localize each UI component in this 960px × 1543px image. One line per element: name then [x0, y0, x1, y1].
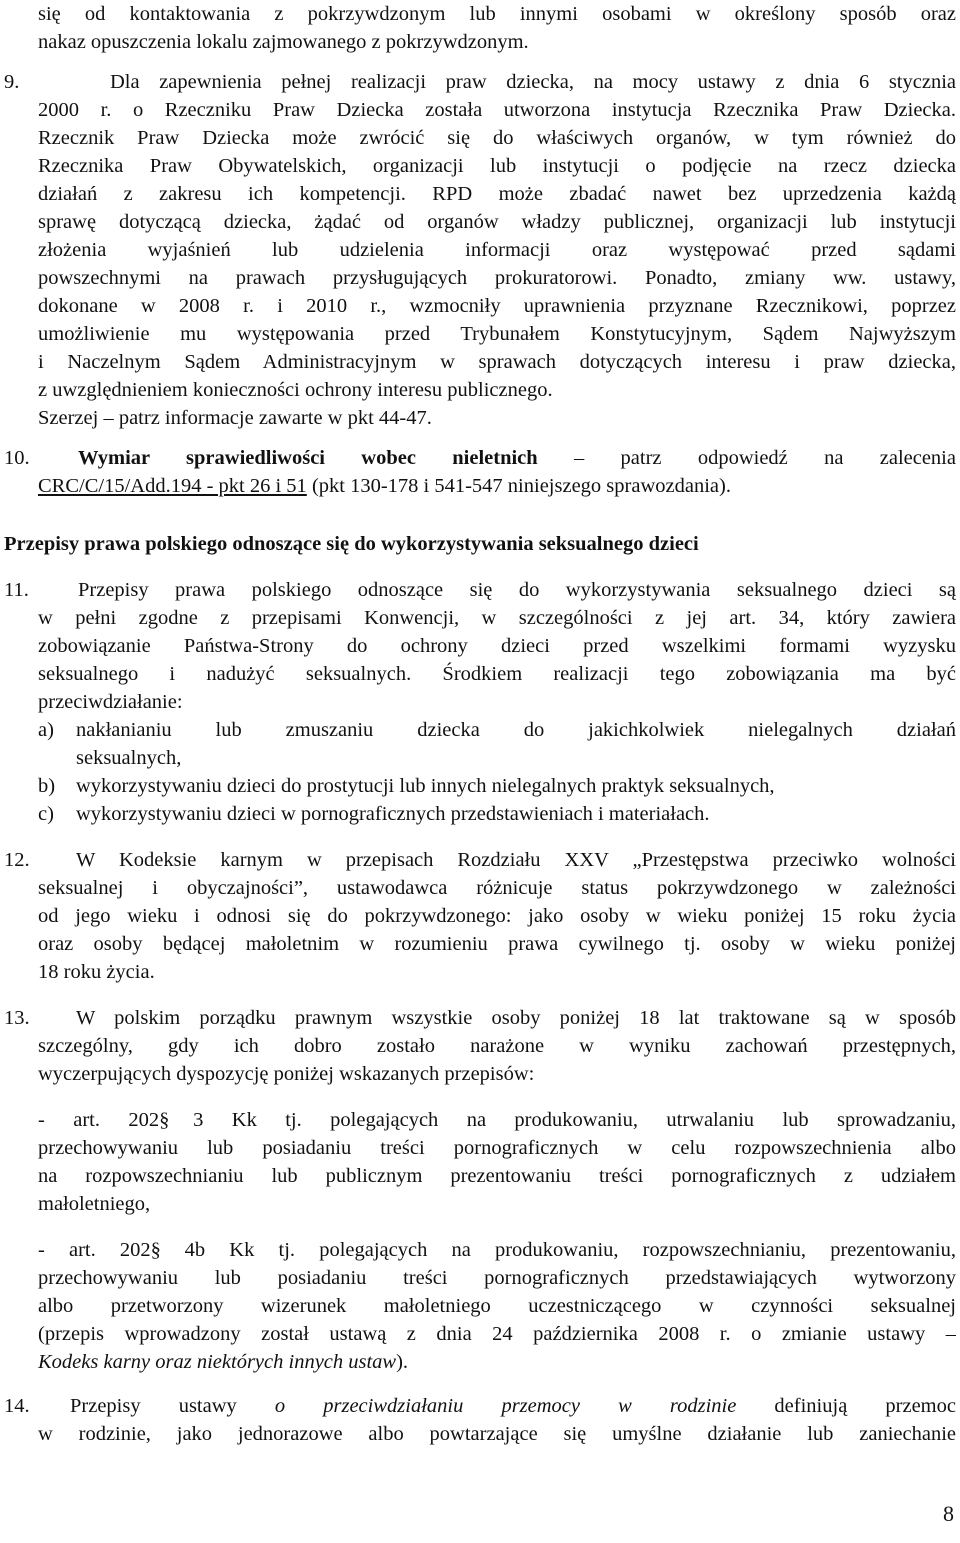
p13-art1-line-2: przechowywaniu lub posiadaniu treści pornograficznych w celu rozpowszechnienia albo — [38, 1137, 956, 1159]
p10-rest: – patrz odpowiedź na zalecenia — [537, 447, 956, 469]
p13-art1-prefix: - art. 202 — [38, 1109, 160, 1131]
p12-line-4: oraz osoby będącej małoletnim w rozumieniu prawa cywilnego tj. osoby w wieku poniżej — [38, 933, 956, 955]
p11-item-a-line-2: seksualnych, — [76, 747, 182, 769]
p13-art2-par: 4b Kk tj. — [184, 1239, 296, 1261]
p13-art1-line-4: małoletniego, — [38, 1193, 151, 1215]
p13-number: 13. — [4, 1007, 30, 1029]
p14-number: 14. — [4, 1395, 30, 1417]
p9-line-9: dokonane w 2008 r. i 2010 r., wzmocniły uprawnienia przyznane Rzecznikowi, poprzez — [38, 295, 956, 317]
p10-number: 10. — [4, 447, 30, 469]
p11-item-b-line-1: wykorzystywaniu dzieci do prostytucji lub innych nielegalnych praktyk seksualnych, — [76, 775, 775, 797]
p12-line-5: 18 roku życia. — [38, 961, 155, 983]
p9-line-4: Rzecznika Praw Obywatelskich, organizacji lub instytucji o podjęcie na rzecz dziecka — [38, 155, 956, 177]
p12-line-3: od jego wieku i odnosi się do pokrzywdzonego: jako osoby w wieku poniżej 15 roku życia — [38, 905, 956, 927]
p9-line-8: powszechnymi na prawach przysługujących prokuratorowi. Ponadto, zmiany ww. ustawy, — [38, 267, 956, 289]
p11-item-c-label: c) — [38, 803, 54, 825]
p11-line-2: w pełni zgodne z przepisami Konwencji, w szczególności z jej art. 34, który zawiera — [38, 607, 956, 629]
p13-art2-line-5 — [38, 1348, 956, 1376]
p10-line-2 — [38, 472, 956, 500]
p9-line-2: 2000 r. o Rzeczniku Praw Dziecka została utworzona instytucja Rzecznika Praw Dziecka. — [38, 99, 956, 121]
p14-italic: o przeciwdziałaniu przemocy w rodzinie — [274, 1395, 737, 1417]
section-sign-icon: § — [159, 1109, 170, 1131]
p9-line-11: i Naczelnym Sądem Administracyjnym w sprawach dotyczących interesu i praw dziecka, — [38, 351, 956, 373]
p12-line-2: seksualnej i obyczajności”, ustawodawca różnicuje status pokrzywdzonego w zależności — [38, 877, 956, 899]
p13-art1-par: 3 Kk tj. — [193, 1109, 302, 1131]
section-sign-icon: § — [150, 1239, 161, 1261]
p13-art1-rest: polegających na produkowaniu, utrwalaniu lub sprowadzaniu, — [330, 1109, 956, 1131]
p11-line-4: seksualnego i nadużyć seksualnych. Środkiem realizacji tego zobowiązania ma być — [38, 663, 956, 685]
p13-art2-line-3: albo przetworzony wizerunek małoletniego uczestniczącego w czynności seksualnej — [38, 1295, 956, 1317]
p9-line-1: Dla zapewnienia pełnej realizacji praw dziecka, na mocy ustawy z dnia 6 stycznia — [110, 71, 956, 93]
p13-art2-prefix: - art. 202 — [38, 1239, 151, 1261]
p14-post: definiują przemoc — [736, 1395, 956, 1417]
p13-line-3: wyczerpujących dyspozycję poniżej wskazanych przepisów: — [38, 1063, 535, 1085]
p13-art2-line-1 — [38, 1236, 956, 1264]
p11-item-b-label: b) — [38, 775, 56, 797]
p14-line-1 — [70, 1392, 956, 1420]
p10-title: Wymiar sprawiedliwości wobec nieletnich — [78, 447, 538, 469]
p9-line-10: umożliwienie mu występowania przed Trybunałem Konstytucyjnym, Sądem Najwyższym — [38, 323, 956, 345]
p9-line-7: złożenia wyjaśnień lub udzielenia informacji oraz występować przed sądami — [38, 239, 956, 261]
p13-art2-italic: Kodeks karny oraz niektórych innych ustaw — [38, 1351, 397, 1373]
p9-line-13: Szerzej – patrz informacje zawarte w pkt 44-47. — [38, 407, 432, 429]
p13-art2-tail: ). — [396, 1351, 409, 1373]
p10-tail: (pkt 130-178 i 541-547 niniejszego sprawozdania). — [306, 475, 731, 497]
p12-number: 12. — [4, 849, 30, 871]
p11-number: 11. — [4, 579, 29, 601]
p9-line-12: z uwzględnieniem konieczności ochrony interesu publicznego. — [38, 379, 553, 401]
p11-item-a-label: a) — [38, 719, 54, 741]
p13-art1-line-1 — [38, 1106, 956, 1134]
p13-art2-rest: polegających na produkowaniu, rozpowszechnianiu, prezentowaniu, — [319, 1239, 956, 1261]
page-number: 8 — [943, 1501, 954, 1526]
p10-reference-link[interactable]: CRC/C/15/Add.194 - pkt 26 i 51 — [38, 475, 307, 497]
p14-pre: Przepisy ustawy — [70, 1395, 275, 1417]
p12-line-1: W Kodeksie karnym w przepisach Rozdziału XXV „Przestępstwa przeciwko wolności — [76, 849, 956, 871]
p9-line-5: działań z zakresu ich kompetencji. RPD może zbadać nawet bez uprzedzenia każdą — [38, 183, 956, 205]
p14-line-2: w rodzinie, jako jednorazowe albo powtarzające się umyślne działanie lub zaniechanie — [38, 1423, 956, 1445]
p9-line-3: Rzecznik Praw Dziecka może zwrócić się do właściwych organów, w tym również do — [38, 127, 956, 149]
p8-line-1: się od kontaktowania z pokrzywdzonym lub innymi osobami w określony sposób oraz — [38, 3, 956, 25]
p13-art1-line-3: na rozpowszechnianiu lub publicznym prezentowaniu treści pornograficznych z udziałem — [38, 1165, 956, 1187]
p9-line-6: sprawę dotyczącą dziecka, żądać od organów władzy publicznej, organizacji lub instytucji — [38, 211, 956, 233]
p13-line-1: W polskim porządku prawnym wszystkie osoby poniżej 18 lat traktowane są w sposób — [76, 1007, 956, 1029]
p11-line-5: przeciwdziałanie: — [38, 691, 183, 713]
p11-item-c-line-1: wykorzystywaniu dzieci w pornograficznych przedstawieniach i materiałach. — [76, 803, 710, 825]
p11-line-3: zobowiązanie Państwa-Strony do ochrony dzieci przed wszelkimi formami wyzysku — [38, 635, 956, 657]
p13-art2-line-4: (przepis wprowadzony został ustawą z dnia 24 października 2008 r. o zmianie ustawy – — [38, 1323, 956, 1345]
p9-number: 9. — [4, 71, 20, 93]
p13-art2-line-2: przechowywaniu lub posiadaniu treści pornograficznych przedstawiających wytworzony — [38, 1267, 956, 1289]
p10-line-1 — [78, 444, 956, 472]
p11-item-a-line-1: nakłanianiu lub zmuszaniu dziecka do jakichkolwiek nielegalnych działań — [76, 719, 956, 741]
p13-line-2: szczególny, gdy ich dobro zostało narażone w wyniku zachowań przestępnych, — [38, 1035, 956, 1057]
p11-line-1: Przepisy prawa polskiego odnoszące się do wykorzystywania seksualnego dzieci są — [78, 579, 956, 601]
section-heading: Przepisy prawa polskiego odnoszące się do wykorzystywania seksualnego dzieci — [4, 533, 699, 555]
p8-line-2: nakaz opuszczenia lokalu zajmowanego z pokrzywdzonym. — [38, 31, 529, 53]
